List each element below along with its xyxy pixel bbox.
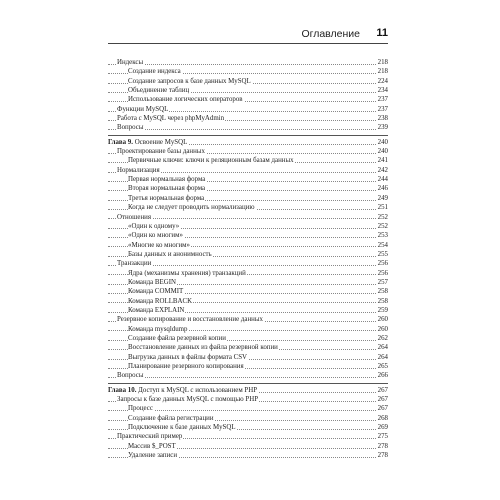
toc-chapter-9[interactable] <box>108 138 388 147</box>
toc-page-number: 240 <box>377 138 388 146</box>
toc-page-number: 264 <box>377 353 388 361</box>
header-title: Оглавление <box>301 28 360 40</box>
table-of-contents <box>108 58 388 460</box>
toc-entry-title: «Один ко многим» <box>128 232 183 240</box>
toc-page-number: 224 <box>377 77 388 85</box>
toc-page-number: 278 <box>377 452 388 460</box>
toc-entry-title: Ядра (механизмы хранения) транзакций <box>128 269 246 277</box>
toc-page-number: 256 <box>377 269 388 277</box>
toc-entry[interactable] <box>108 278 388 287</box>
toc-page-number: 240 <box>377 148 388 156</box>
toc-page-number: 239 <box>377 124 388 132</box>
toc-entry-title: Функции MySQL <box>117 105 169 113</box>
toc-entry[interactable] <box>108 414 388 423</box>
toc-entry-title: Вопросы <box>117 372 144 380</box>
toc-page-number: 266 <box>377 372 388 380</box>
toc-entry[interactable] <box>108 105 388 114</box>
toc-entry-title: Когда не следует проводить нормализацию <box>128 204 255 212</box>
toc-entry-title: Объединение таблиц <box>128 87 190 95</box>
toc-entry[interactable] <box>108 166 388 175</box>
toc-entry[interactable] <box>108 451 388 460</box>
toc-entry[interactable] <box>108 269 388 278</box>
toc-entry[interactable] <box>108 287 388 296</box>
toc-entry-title: Индексы <box>117 59 144 66</box>
toc-entry[interactable] <box>108 123 388 132</box>
toc-page-number: 252 <box>377 213 388 221</box>
toc-page-number: 246 <box>377 185 388 193</box>
toc-entry[interactable] <box>108 432 388 441</box>
toc-entry[interactable] <box>108 58 388 67</box>
toc-entry-title: Запросы к базе данных MySQL с помощью PHP <box>117 396 259 404</box>
toc-group-1 <box>108 58 388 133</box>
toc-entry-title: Создание индекса <box>128 68 181 76</box>
toc-entry-title: Процесс <box>128 405 153 413</box>
toc-page-number: 268 <box>377 414 388 422</box>
toc-page-number: 218 <box>377 68 388 76</box>
toc-entry-title: Удаление записи <box>128 452 178 460</box>
toc-group-2 <box>108 147 388 381</box>
toc-entry[interactable] <box>108 213 388 222</box>
toc-page-number: 238 <box>377 115 388 123</box>
toc-entry-title: Создание файла регистрации <box>128 414 214 422</box>
toc-entry[interactable] <box>108 315 388 324</box>
toc-page-number: 260 <box>377 325 388 333</box>
toc-entry-title: Транзакции <box>117 260 152 268</box>
toc-entry[interactable] <box>108 222 388 231</box>
toc-entry-title: Планирование резервного копирования <box>128 363 244 370</box>
toc-entry[interactable] <box>108 184 388 193</box>
toc-entry[interactable] <box>108 147 388 156</box>
toc-entry-title: Нормализация <box>117 166 160 174</box>
toc-entry[interactable] <box>108 334 388 343</box>
toc-entry[interactable] <box>108 231 388 240</box>
toc-entry[interactable] <box>108 404 388 413</box>
toc-page-number: 260 <box>377 316 388 324</box>
toc-page-number: 265 <box>377 363 388 370</box>
toc-entry-title: Восстановление данных из файла резервной копии <box>128 344 278 352</box>
toc-entry[interactable] <box>108 241 388 250</box>
toc-entry-title: Команда BEGIN <box>128 278 176 286</box>
toc-entry-title: Вопросы <box>117 124 144 132</box>
toc-entry[interactable] <box>108 259 388 268</box>
toc-page-number: 253 <box>377 232 388 240</box>
toc-entry[interactable] <box>108 175 388 184</box>
toc-page-number: 237 <box>377 105 388 113</box>
toc-page-number: 262 <box>377 334 388 342</box>
toc-page-number: 218 <box>377 59 388 66</box>
toc-page-number: 267 <box>377 405 388 413</box>
toc-page-number: 258 <box>377 288 388 296</box>
toc-entry-title: Первичные ключи: ключи к реляционным базам данных <box>128 157 294 165</box>
toc-page-number: 234 <box>377 87 388 95</box>
toc-entry[interactable] <box>108 297 388 306</box>
toc-page-number: 267 <box>377 396 388 404</box>
toc-entry-title: Работа с MySQL через phpMyAdmin <box>117 115 225 123</box>
toc-entry-title: Команда EXPLAIN <box>128 306 185 314</box>
toc-entry[interactable] <box>108 395 388 404</box>
toc-page-number: 257 <box>377 278 388 286</box>
toc-page-number: 255 <box>377 250 388 258</box>
running-header <box>108 25 388 44</box>
toc-page-number: 256 <box>377 260 388 268</box>
toc-page-number: 264 <box>377 344 388 352</box>
toc-page-number: 254 <box>377 241 388 249</box>
toc-page-number: 237 <box>377 96 388 104</box>
toc-entry[interactable] <box>108 77 388 86</box>
toc-entry-title: Проектирование базы данных <box>117 148 205 156</box>
toc-page-number: 258 <box>377 297 388 305</box>
toc-entry-title: Первая нормальная форма <box>128 176 206 184</box>
toc-entry[interactable] <box>108 194 388 203</box>
chapter-title: Доступ к MySQL с использованием PHP <box>136 386 258 394</box>
toc-entry-title: Массив $_POST <box>128 442 176 450</box>
toc-entry[interactable] <box>108 250 388 259</box>
toc-page-number: 275 <box>377 433 388 441</box>
toc-entry-title: Резервное копирование и восстановление данных <box>117 316 263 324</box>
toc-entry-title: Команда COMMIT <box>128 288 184 296</box>
toc-entry[interactable] <box>108 114 388 123</box>
toc-entry[interactable] <box>108 306 388 315</box>
toc-entry-title: Создание файла резервной копии <box>128 334 226 342</box>
toc-entry-title: Вторая нормальная форма <box>128 185 206 193</box>
toc-entry[interactable] <box>108 156 388 165</box>
toc-entry[interactable] <box>108 67 388 76</box>
toc-entry[interactable] <box>108 343 388 352</box>
chapter-title: Освоение MySQL <box>132 138 188 146</box>
toc-entry[interactable] <box>108 353 388 362</box>
toc-entry[interactable] <box>108 203 388 212</box>
toc-page-number: 249 <box>377 194 388 202</box>
toc-entry-title: «Многие ко многим» <box>128 241 190 249</box>
toc-page-number: 242 <box>377 166 388 174</box>
toc-entry-title: Базы данных и анонимность <box>128 250 212 258</box>
toc-entry-title: Отношения <box>117 213 152 221</box>
toc-page-number: 251 <box>377 204 388 212</box>
chapter-number: Глава 10. <box>108 386 137 394</box>
toc-page-number: 259 <box>377 306 388 314</box>
toc-group-3 <box>108 395 388 460</box>
toc-page-number: 269 <box>377 424 388 432</box>
toc-entry[interactable] <box>108 442 388 451</box>
toc-entry[interactable] <box>108 325 388 334</box>
toc-page-number: 252 <box>377 222 388 230</box>
toc-page-number: 267 <box>377 386 388 394</box>
toc-entry-title: «Один к одному» <box>128 222 180 230</box>
toc-entry[interactable] <box>108 95 388 104</box>
toc-entry[interactable] <box>108 371 388 380</box>
header-page-number: 11 <box>376 27 388 39</box>
toc-entry-title: Команда mysqldump <box>128 325 188 333</box>
toc-page-number: 244 <box>377 176 388 184</box>
toc-entry[interactable] <box>108 423 388 432</box>
toc-entry-title: Подключение к базе данных MySQL <box>128 424 236 432</box>
toc-entry-title: Команда ROLLBACK <box>128 297 193 305</box>
toc-chapter-10[interactable] <box>108 386 388 395</box>
toc-page-number: 278 <box>377 442 388 450</box>
toc-entry-title: Третья нормальная форма <box>128 194 205 202</box>
toc-entry-title: Практический пример <box>117 433 183 441</box>
toc-entry[interactable] <box>108 362 388 371</box>
toc-entry-title: Использование логических операторов <box>128 96 243 104</box>
toc-entry-title: Выгрузка данных в файлы формата CSV <box>128 353 248 361</box>
toc-entry[interactable] <box>108 86 388 95</box>
toc-page-number: 241 <box>377 157 388 165</box>
toc-entry-title: Создание запросов к базе данных MySQL <box>128 77 251 85</box>
chapter-number: Глава 9. <box>108 138 133 146</box>
